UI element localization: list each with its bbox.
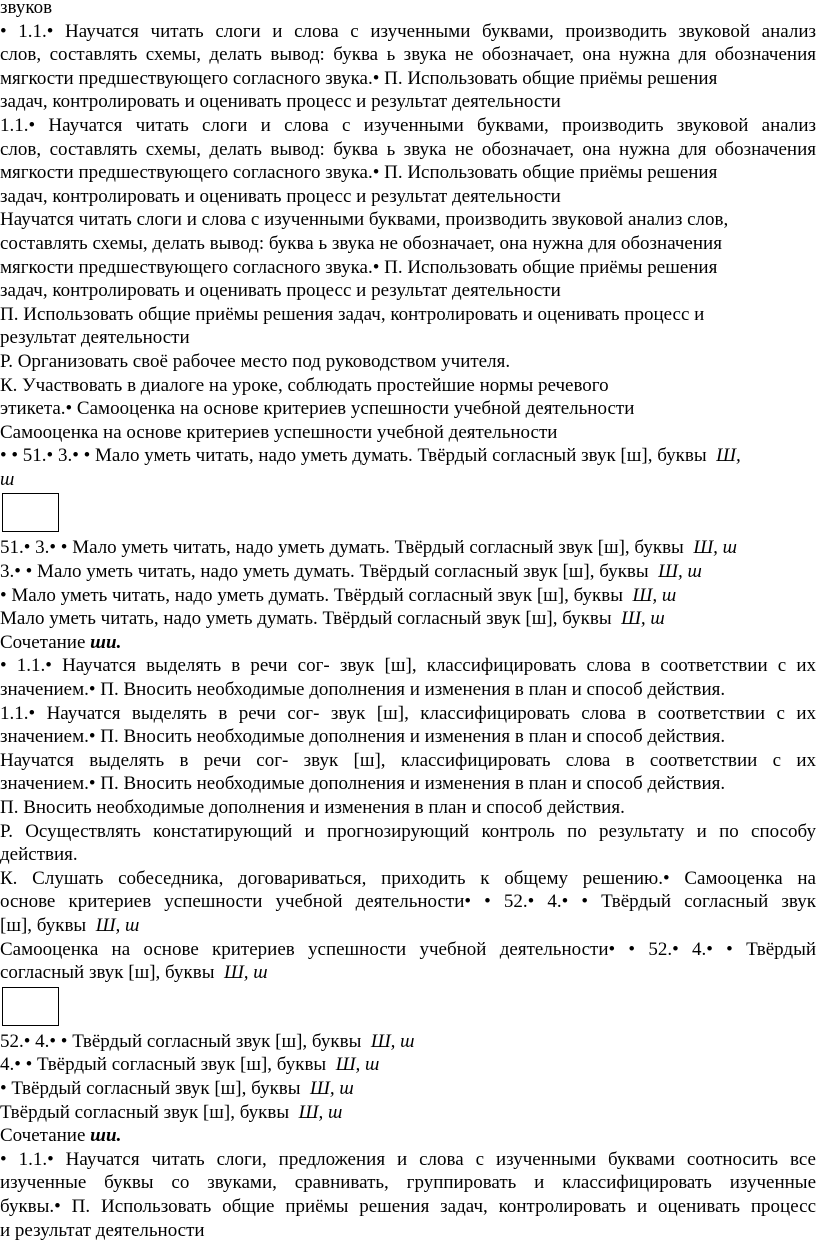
text-line: задач, контролировать и оценивать процесс и результат деятельности: [0, 90, 816, 114]
letters-italic: Ш, ш: [658, 561, 702, 582]
line-text: • Мало уметь читать, надо уметь думать. Твёрдый согласный звук [ш], буквы: [0, 585, 623, 606]
text-line: слов, составлять схемы, делать вывод: буква ь звука не обозначает, она нужна для обозначения: [0, 43, 816, 67]
letters-italic: Ш, ш: [96, 915, 140, 936]
text-line: [0, 631, 816, 655]
letters-italic: ши.: [90, 1125, 121, 1146]
text-line: [0, 1053, 816, 1077]
line-text: Сочетание: [0, 1125, 85, 1146]
line-text: • • 51.• 3.• • Мало уметь читать, надо уметь думать. Твёрдый согласный звук [ш], буквы: [0, 445, 707, 466]
text-line: Р. Осуществлять констатирующий и прогнозирующий контроль по результату и по способу: [0, 820, 816, 844]
text-line: действия.: [0, 843, 816, 867]
letters-italic: Ш, ш: [621, 608, 665, 629]
letters-italic: Ш, ш: [371, 1031, 415, 1052]
text-line: Самооценка на основе критериев успешности учебной деятельности• • 52.• 4.• • Твёрдый: [0, 938, 816, 962]
text-line: результат деятельности: [0, 326, 816, 350]
text-line: [0, 1124, 816, 1148]
text-line: Р. Организовать своё рабочее место под руководством учителя.: [0, 350, 816, 374]
text-line: 1.1.• Научатся выделять в речи сог- звук [ш], классифицировать слова в соответствии с их: [0, 702, 816, 726]
text-line: мягкости предшествующего согласного звука.• П. Использовать общие приёмы решения: [0, 256, 816, 280]
text-line: [0, 468, 816, 492]
line-text: [ш], буквы: [0, 915, 86, 936]
line-text: согласный звук [ш], буквы: [0, 962, 214, 983]
text-line: значением.• П. Вносить необходимые дополнения и изменения в план и способ действия.: [0, 772, 816, 796]
line-text: 4.• • Твёрдый согласный звук [ш], буквы: [0, 1054, 326, 1075]
text-line: [0, 607, 816, 631]
text-line: [0, 1030, 816, 1054]
letters-italic: ши.: [90, 632, 121, 653]
text-line: задач, контролировать и оценивать процесс и результат деятельности: [0, 279, 816, 303]
text-line: П. Использовать общие приёмы решения задач, контролировать и оценивать процесс и: [0, 303, 816, 327]
line-text: 52.• 4.• • Твёрдый согласный звук [ш], буквы: [0, 1031, 361, 1052]
text-line: [0, 584, 816, 608]
letters-italic: Ш, ш: [693, 537, 737, 558]
text-line: [0, 1101, 816, 1125]
text-line: [0, 560, 816, 584]
text-line: звуков: [0, 0, 816, 20]
letters-italic: Ш, ш: [310, 1078, 354, 1099]
text-line: [0, 536, 816, 560]
text-line: [0, 961, 816, 985]
text-line: и результат деятельности: [0, 1219, 816, 1242]
text-line: буквы.• П. Использовать общие приёмы решения задач, контролировать и оценивать процесс: [0, 1195, 816, 1219]
text-line: Самооценка на основе критериев успешности учебной деятельности: [0, 421, 816, 445]
text-line: значением.• П. Вносить необходимые дополнения и изменения в план и способ действия.: [0, 725, 816, 749]
text-line: составлять схемы, делать вывод: буква ь звука не обозначает, она нужна для обозначения: [0, 232, 816, 256]
text-line: мягкости предшествующего согласного звука.• П. Использовать общие приёмы решения: [0, 67, 816, 91]
letters-italic: Ш, ш: [336, 1054, 380, 1075]
empty-box: [2, 987, 59, 1026]
line-text: 51.• 3.• • Мало уметь читать, надо уметь думать. Твёрдый согласный звук [ш], буквы: [0, 537, 684, 558]
line-text: • Твёрдый согласный звук [ш], буквы: [0, 1078, 301, 1099]
letters-italic: Ш, ш: [299, 1102, 343, 1123]
text-line: К. Участвовать в диалоге на уроке, соблюдать простейшие нормы речевого: [0, 374, 816, 398]
text-line: • 1.1.• Научатся выделять в речи сог- звук [ш], классифицировать слова в соответствии с их: [0, 654, 816, 678]
letters-italic: Ш, ш: [224, 962, 268, 983]
text-line: Научатся выделять в речи сог- звук [ш], классифицировать слова в соответствии с их: [0, 749, 816, 773]
text-line: П. Вносить необходимые дополнения и изменения в план и способ действия.: [0, 796, 816, 820]
text-line: [0, 444, 816, 468]
text-line: • 1.1.• Научатся читать слоги и слова с изученными буквами, производить звуковой анализ: [0, 20, 816, 44]
line-text: Твёрдый согласный звук [ш], буквы: [0, 1102, 289, 1123]
text-line: мягкости предшествующего согласного звука.• П. Использовать общие приёмы решения: [0, 161, 816, 185]
line-text: 3.• • Мало уметь читать, надо уметь думать. Твёрдый согласный звук [ш], буквы: [0, 561, 649, 582]
empty-box: [2, 493, 59, 532]
text-line: Научатся читать слоги и слова с изученными буквами, производить звуковой анализ слов,: [0, 208, 816, 232]
text-line: 1.1.• Научатся читать слоги и слова с изученными буквами, производить звуковой анализ: [0, 114, 816, 138]
text-line: изученные буквы со звуками, сравнивать, группировать и классифицировать изученные: [0, 1171, 816, 1195]
text-line: основе критериев успешности учебной деятельности• • 52.• 4.• • Твёрдый согласный звук: [0, 890, 816, 914]
line-text: Мало уметь читать, надо уметь думать. Твёрдый согласный звук [ш], буквы: [0, 608, 612, 629]
text-line: К. Слушать собеседника, договариваться, приходить к общему решению.• Самооценка на: [0, 867, 816, 891]
text-line: задач, контролировать и оценивать процесс и результат деятельности: [0, 185, 816, 209]
line-text: Сочетание: [0, 632, 85, 653]
letters-italic: Ш, ш: [633, 585, 677, 606]
text-line: значением.• П. Вносить необходимые дополнения и изменения в план и способ действия.: [0, 678, 816, 702]
text-line: [0, 914, 816, 938]
text-line: [0, 1077, 816, 1101]
text-line: этикета.• Самооценка на основе критериев успешности учебной деятельности: [0, 397, 816, 421]
text-line: слов, составлять схемы, делать вывод: буква ь звука не обозначает, она нужна для обозначения: [0, 138, 816, 162]
letters-italic: ш: [0, 469, 14, 490]
letters-italic: Ш,: [716, 445, 741, 466]
text-line: • 1.1.• Научатся читать слоги, предложения и слова с изученными буквами соотносить все: [0, 1148, 816, 1172]
